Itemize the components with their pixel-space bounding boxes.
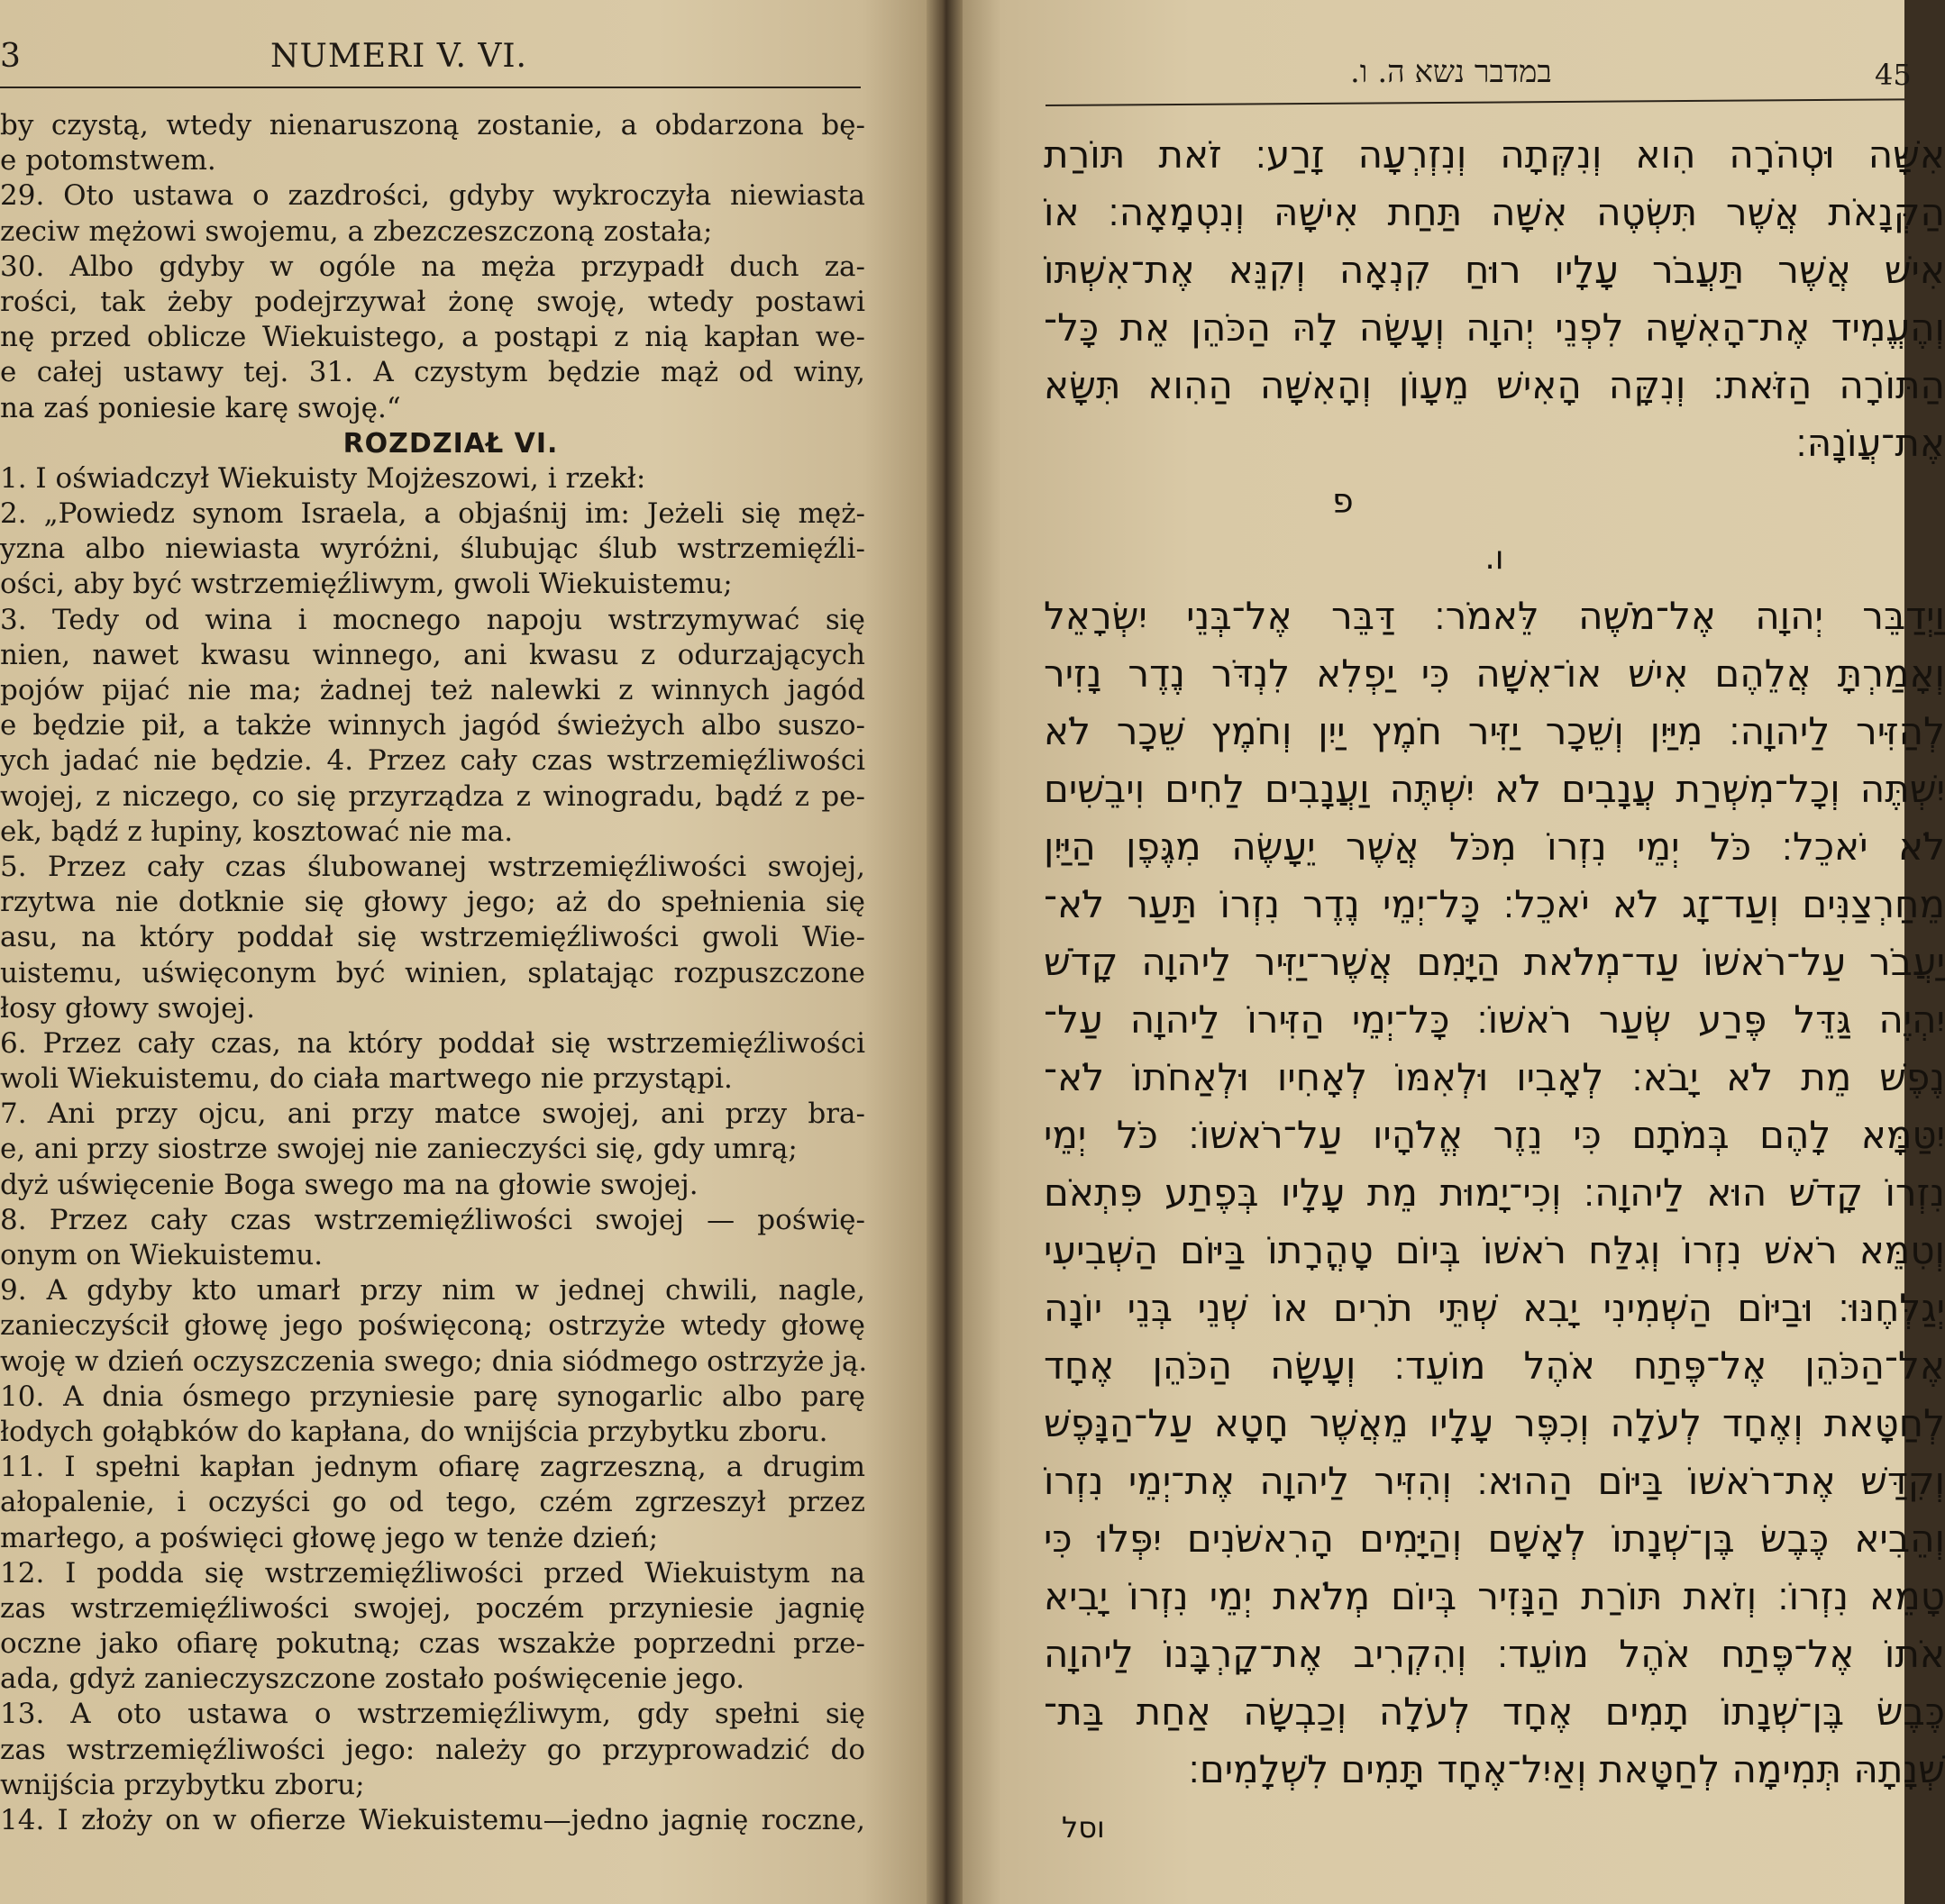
- text-line: yzna albo niewiasta wyróżni, ślubując ślub wstrzemięźli-: [0, 533, 865, 566]
- text-line: łodych gołąbków do kapłana, do wnijścia przybytku zboru.: [0, 1415, 828, 1448]
- text-line: 29. Oto ustawa o zazdrości, gdyby wykroczyła niewiasta: [0, 179, 865, 213]
- text-line: ości, aby być wstrzemięźliwym, gwoli Wiekuistemu;: [0, 568, 733, 601]
- text-line: rzytwa nie dotknie się głowy jego; aż do spełnienia się: [0, 886, 865, 919]
- text-line: 1. I oświadczył Wiekuisty Mojżeszowi, i rzekł:: [0, 461, 646, 495]
- text-line: e, ani przy siostrze swojej nie zanieczyści się, gdy umrą;: [0, 1133, 798, 1166]
- hebrew-text-line: וְאָמַרְתָּ אֲלֵהֶם אִישׁ אוֹ־אִשָּׁה כִּי יַפְלִא לִנְדֹּר נֶדֶר נָזִיר: [1044, 651, 1945, 696]
- hebrew-text-line: יִשְׁתֶּה וְכָל־מִשְׁרַת עֲנָבִים לֹא יִשְׁתֶּה וַעֲנָבִים לַחִים וִיבֵשִׁים: [1044, 767, 1945, 811]
- text-line: 2. „Powiedz synom Israela, a objaśnij im: Jeżeli się męż-: [0, 497, 865, 531]
- text-line: 8. Przez cały czas wstrzemięźliwości swojej — poświę-: [0, 1203, 865, 1236]
- text-line: wnijścia przybytku zboru;: [0, 1768, 365, 1801]
- text-line: 7. Ani przy ojcu, ani przy matce swojej, ani przy bra-: [0, 1098, 865, 1131]
- left-page-header: [0, 38, 865, 81]
- hebrew-text-line: לֹא יֹאכֵל׃ כֹּל יְמֵי נִזְרוֹ מִכֹּל אֲשֶׁר יֵעָשֶׂה מִגֶּפֶן הַיַּיִן: [1044, 824, 1945, 869]
- hebrew-text-line: שְׁנָתָהּ תְּמִימָה לְחַטָּאת וְאַיִל־אֶחָד תָּמִים לִשְׁלָמִים׃: [1188, 1747, 1945, 1791]
- book-gutter: [927, 0, 963, 1904]
- text-line: zas wstrzemięźliwości swojej, poczém przyniesie jagnię: [0, 1591, 865, 1625]
- text-line: 13. A oto ustawa o wstrzemięźliwym, gdy spełni się: [0, 1698, 865, 1731]
- left-page: [0, 0, 937, 1904]
- text-line: e będzie pił, a także winnych jagód świeżych albo suszo-: [0, 709, 865, 742]
- text-line: zas wstrzemięźliwości jego: należy go przyprowadzić do: [0, 1733, 865, 1766]
- text-line: nien, nawet kwasu winnego, ani kwasu z odurzających: [0, 638, 865, 671]
- text-line: na zaś poniesie karę swoję.“: [0, 391, 401, 424]
- left-page-number: 3: [0, 38, 21, 75]
- hebrew-text-line: וְהֵבִיא כֶּבֶשׂ בֶּן־שְׁנָתוֹ לְאָשָׁם וְהַיָּמִים הָרִאשֹׁנִים יִפְּלוּ כִּי: [1044, 1517, 1945, 1561]
- text-line: asu, na który poddał się wstrzemięźliwości gwoli Wie-: [0, 921, 865, 954]
- hebrew-text-line: אִשָּׁה וּטְהֹרָה הִוא וְנִקְּתָה וְנִזְרְעָה זָרַע׃ זֹאת תּוֹרַת: [1044, 132, 1945, 177]
- text-line: 9. A gdyby kto umarł przy nim w jednej chwili, nagle,: [0, 1274, 865, 1307]
- hebrew-text-line: יְגַלְּחֶנּוּ׃ וּבַיּוֹם הַשְּׁמִינִי יָבִא שְׁתֵּי תֹרִים אוֹ שְׁנֵי בְּנֵי יוֹנָה: [1044, 1286, 1945, 1330]
- chapter-number: ו.: [1484, 540, 1504, 577]
- hebrew-text-line: נִזְרוֹ קָדֹשׁ הוּא לַיהוָה׃ וְכִי־יָמוּת מֵת עָלָיו בְּפֶתַע פִּתְאֹם: [1044, 1171, 1945, 1215]
- text-line: zeciw mężowi swojemu, a zbezczeszczoną została;: [0, 214, 713, 248]
- text-line: by czystą, wtedy nienaruszoną zostanie, a obdarzona bę-: [0, 109, 865, 141]
- right-page-text: [1044, 126, 1945, 1856]
- section-marker: פ: [1332, 481, 1354, 521]
- text-line: 11. I spełni kapłan jednym ofiarę zagrzeszną, a drugim: [0, 1451, 865, 1484]
- right-page: [954, 0, 1945, 1904]
- hebrew-text-line: אֹתוֹ אֶל־פֶּתַח אֹהֶל מוֹעֵד׃ וְהִקְרִיב אֶת־קָרְבָּנוֹ לַיהוָה: [1044, 1632, 1945, 1676]
- right-page-header: [954, 54, 1912, 99]
- text-line: nę przed oblicze Wiekuistego, a postąpi z nią kapłan we-: [0, 321, 865, 354]
- hebrew-text-line: לְהַזִּיר לַיהוָה׃ מִיַּיִן וְשֵׁכָר יַזִּיר חֹמֶץ יַיִן וְחֹמֶץ שֵׁכָר לֹא: [1044, 709, 1945, 753]
- right-page-number: 45: [1875, 58, 1912, 92]
- text-line: e potomstwem.: [0, 144, 216, 178]
- hebrew-text-line: יִטַּמָּא לָהֶם בְּמֹתָם כִּי נֵזֶר אֱלֹהָיו עַל־רֹאשׁוֹ׃ כֹּל יְמֵי: [1044, 1113, 1945, 1157]
- text-line: ałopalenie, i oczyści go od tego, czém zgrzeszył przez: [0, 1486, 865, 1519]
- hebrew-text-line: מֵחַרְצַנִּים וְעַד־זָג לֹא יֹאכֵל׃ כָּל־יְמֵי נֶדֶר נִזְרוֹ תַּעַר לֹא־: [1044, 882, 1945, 926]
- chapter-heading: ROZDZIAŁ VI.: [342, 427, 559, 460]
- hebrew-text-line: לְחַטָּאת וְאֶחָד לְעֹלָה וְכִפֶּר עָלָיו מֵאֲשֶׁר חָטָא עַל־הַנָּפֶשׁ: [1044, 1401, 1945, 1445]
- text-line: dyż uświęcenie Boga swego ma na głowie swojej.: [0, 1168, 699, 1201]
- hebrew-text-line: כֶּבֶשׂ בֶּן־שְׁנָתוֹ תָמִים אֶחָד לְעֹלָה וְכַבְשָׂה אַחַת בַּת־: [1044, 1690, 1945, 1734]
- hebrew-text-line: וְהֶעֱמִיד אֶת־הָאִשָּׁה לִפְנֵי יְהוָה וְעָשָׂה לָהּ הַכֹּהֵן אֵת כָּל־: [1044, 305, 1945, 350]
- hebrew-text-line: יַעֲבֹר עַל־רֹאשׁוֹ עַד־מְלֹאת הַיָּמִם אֲשֶׁר־יַזִּיר לַיהוָה קָדֹשׁ: [1044, 940, 1945, 984]
- hebrew-text-line: נֶפֶשׁ מֵת לֹא יָבֹא׃ לְאָבִיו וּלְאִמּוֹ לְאָחִיו וּלְאַחֹתוֹ לֹא־: [1044, 1055, 1945, 1099]
- left-running-head: NUMERI V. VI.: [270, 38, 528, 75]
- hebrew-text-line: אִישׁ אֲשֶׁר תַּעֲבֹר עָלָיו רוּחַ קִנְאָה וְקִנֵּא אֶת־אִשְׁתּוֹ: [1044, 248, 1945, 292]
- hebrew-text-line: וְקִדַּשׁ אֶת־רֹאשׁוֹ בַּיּוֹם הַהוּא׃ וְהִזִּיר לַיהוָה אֶת־יְמֵי נִזְרוֹ: [1044, 1459, 1945, 1503]
- text-line: woli Wiekuistemu, do ciała martwego nie przystąpi.: [0, 1062, 733, 1096]
- text-line: ek, bądź z łupiny, kosztować nie ma.: [0, 815, 514, 848]
- text-line: łosy głowy swojej.: [0, 991, 255, 1025]
- hebrew-text-line: הַתּוֹרָה הַזֹּאת׃ וְנִקָּה הָאִישׁ מֵעָוֹן וְהָאִשָּׁה הַהִוא תִּשָּׂא: [1044, 363, 1945, 407]
- text-line: wojej, z niczego, co się przyrządza z winogradu, bądź z pe-: [0, 779, 865, 813]
- text-line: onym on Wiekuistemu.: [0, 1239, 324, 1271]
- text-line: marłego, a poświęci głowę jego w tenże dzień;: [0, 1521, 659, 1554]
- text-line: oczne jako ofiarę pokutną; czas wszakże poprzedni prze-: [0, 1627, 865, 1661]
- text-line: 3. Tedy od wina i mocnego napoju wstrzymywać się: [0, 603, 865, 636]
- left-header-rule: [0, 87, 861, 88]
- hebrew-text-line: יִהְיֶה גַּדֵּל פֶּרַע שְׂעַר רֹאשׁוֹ׃ כָּל־יְמֵי הַזִּירוֹ לַיהוָה עַל־: [1044, 998, 1945, 1042]
- text-line: 14. I złoży on w ofierze Wiekuistemu—jedno jagnię roczne,: [0, 1804, 865, 1836]
- text-line: 6. Przez cały czas, na który poddał się wstrzemięźliwości: [0, 1026, 865, 1060]
- text-line: 10. A dnia ósmego przyniesie parę synogarlic albo parę: [0, 1380, 865, 1413]
- text-line: e całej ustawy tej. 31. A czystym będzie mąż od winy,: [0, 356, 865, 389]
- hebrew-text-line: אֶל־הַכֹּהֵן אֶל־פֶּתַח אֹהֶל מוֹעֵד׃ וְעָשָׂה הַכֹּהֵן אֶחָד: [1044, 1344, 1945, 1388]
- left-page-text: [0, 108, 868, 1838]
- text-line: rości, tak żeby podejrzywał żonę swoję, wtedy postawi: [0, 285, 865, 318]
- hebrew-text-line: טָמֵא נִזְרוֹ׃ וְזֹאת תּוֹרַת הַנָּזִיר בְּיוֹם מְלֹאת יְמֵי נִזְרוֹ יָבִיא: [1044, 1574, 1945, 1618]
- hebrew-text-line: וַיְדַבֵּר יְהוָה אֶל־מֹשֶׁה לֵּאמֹר׃ דַּבֵּר אֶל־בְּנֵי יִשְׂרָאֵל: [1044, 594, 1945, 638]
- hebrew-text-line: אֶת־עֲוֹנָהּ׃: [1795, 421, 1945, 465]
- right-header-rule: [1046, 98, 1904, 106]
- text-line: woję w dzień oczyszczenia swego; dnia siódmego ostrzyże ją.: [0, 1344, 868, 1378]
- text-line: ada, gdyż zanieczyszczone zostało poświęcenie jego.: [0, 1663, 745, 1696]
- text-line: pojów pijać nie ma; żadnej też nalewki z winnych jagód: [0, 674, 865, 706]
- text-line: 5. Przez cały czas ślubowanej wstrzemięźliwości swojej,: [0, 850, 865, 883]
- hebrew-text-line: וְטִמֵּא רֹאשׁ נִזְרוֹ וְגִלַּח רֹאשׁוֹ בְּיוֹם טָהֳרָתוֹ בַּיּוֹם הַשְּׁבִיעִי: [1044, 1228, 1945, 1272]
- text-line: 30. Albo gdyby w ogóle na męża przypadł duch za-: [0, 250, 865, 283]
- catchword: וסל: [1062, 1810, 1105, 1845]
- hebrew-text-line: הַקְּנָאֹת אֲשֶׁר תִּשְׂטֶה אִשָּׁה תַּחַת אִישָׁהּ וְנִטְמָאָה׃ אוֹ: [1044, 190, 1945, 234]
- text-line: ych jadać nie będzie. 4. Przez cały czas wstrzemięźliwości: [0, 744, 865, 778]
- right-running-head: במדבר נשא ה. ו.: [1350, 54, 1552, 90]
- text-line: zanieczyścił głowę jego poświęconą; ostrzyże wtedy głowę: [0, 1309, 865, 1343]
- text-line: uistemu, uświęconym być winien, splatając rozpuszczone: [0, 956, 865, 989]
- text-line: 12. I podda się wstrzemięźliwości przed Wiekuistym na: [0, 1556, 865, 1590]
